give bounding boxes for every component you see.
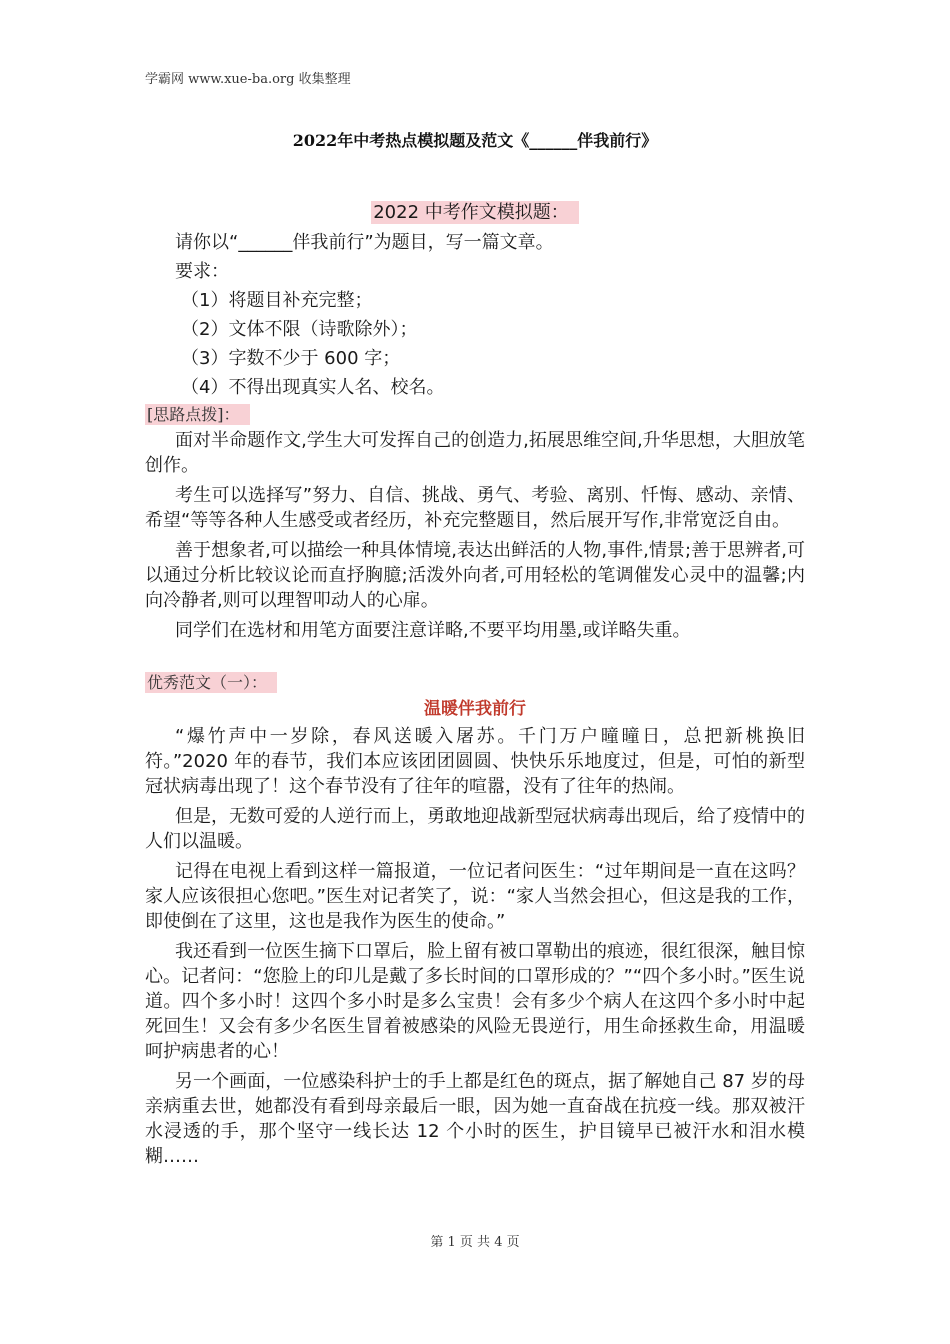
requirement-item: （1）将题目补充完整； <box>181 290 373 311</box>
prompt-heading <box>145 198 805 228</box>
prompt-heading-text: 2022 中考作文模拟题： <box>371 201 579 224</box>
tips-label <box>145 402 805 428</box>
essay-label <box>145 670 805 696</box>
essay-label-text: 优秀范文（一）： <box>145 672 277 693</box>
tips-paragraph: 同学们在选材和用笔方面要注意详略,不要平均用墨,或详略失重。 <box>175 620 691 641</box>
requirement-item: （2）文体不限（诗歌除外）； <box>181 319 418 340</box>
essay-title: 温暖伴我前行 <box>424 699 526 719</box>
tips-paragraph: 考生可以选择写”努力、自信、挑战、勇气、考验、离别、忏悔、感动、亲情、希望“等等各种人生感受或者经历，补充完整题目，然后展开写作,非常宽泛自由。 <box>145 485 805 531</box>
section-spacer <box>145 648 805 670</box>
prompt-intro: 请你以“______伴我前行”为题目，写一篇文章。 <box>175 232 554 253</box>
essay-paragraph: 另一个画面，一位感染科护士的手上都是红色的斑点，据了解她自己 87 岁的母亲病重去世，她都没有看到母亲最后一眼，因为她一直奋战在抗疫一线。那双被汗水浸透的手，那个坚守一线长达 12 个小时的医生，护目镜早已被汗水和泪水模糊…… <box>145 1071 805 1167</box>
page-footer: 第 1 页 共 4 页 <box>430 1235 520 1250</box>
essay-paragraph: 记得在电视上看到这样一篇报道，一位记者问医生：“过年期间是一直在这吗？家人应该很担心您吧。”医生对记者笑了，说：“家人当然会担心，但这是我的工作，即使倒在了这里，这也是我作为医生的使命。” <box>145 861 805 932</box>
requirements-label: 要求： <box>175 261 229 282</box>
essay-paragraph: “爆竹声中一岁除，春风送暖入屠苏。千门万户曈曈日，总把新桃换旧符。”2020 年的春节，我们本应该团团圆圆、快快乐乐地度过，但是，可怕的新型冠状病毒出现了！这个春节没有了往年的喧嚣，没有了往年的热闹。 <box>145 726 805 797</box>
requirement-item: （3）字数不少于 600 字； <box>181 348 401 369</box>
essay-paragraph: 但是，无数可爱的人逆行而上，勇敢地迎战新型冠状病毒出现后，给了疫情中的人们以温暖。 <box>145 806 805 852</box>
header-note: 学霸网 www.xue-ba.org 收集整理 <box>145 72 351 87</box>
main-title: 2022年中考热点模拟题及范文《______伴我前行》 <box>292 131 658 150</box>
tips-paragraph: 善于想象者,可以描绘一种具体情境,表达出鲜活的人物,事件,情景;善于思辨者,可以通过分析比较议论而直抒胸臆;活泼外向者,可用轻松的笔调催发心灵中的温馨;内向冷静者,则可以理智叩动人的心扉。 <box>145 540 805 611</box>
requirement-item: （4）不得出现真实人名、校名。 <box>181 377 445 398</box>
essay-paragraph: 我还看到一位医生摘下口罩后，脸上留有被口罩勒出的痕迹，很红很深，触目惊心。记者问：“您脸上的印儿是戴了多长时间的口罩形成的？”“四个多小时。”医生说道。四个多小时！这四个多小时是多么宝贵！会有多少个病人在这四个多小时中起死回生！又会有多少名医生冒着被感染的风险无畏逆行，用生命拯救生命，用温暖呵护病患者的心！ <box>145 941 805 1062</box>
tips-paragraph: 面对半命题作文,学生大可发挥自己的创造力,拓展思维空间,升华思想，大胆放笔创作。 <box>145 430 805 476</box>
tips-label-text: [思路点拨]： <box>145 404 250 425</box>
content-body <box>145 196 805 1174</box>
